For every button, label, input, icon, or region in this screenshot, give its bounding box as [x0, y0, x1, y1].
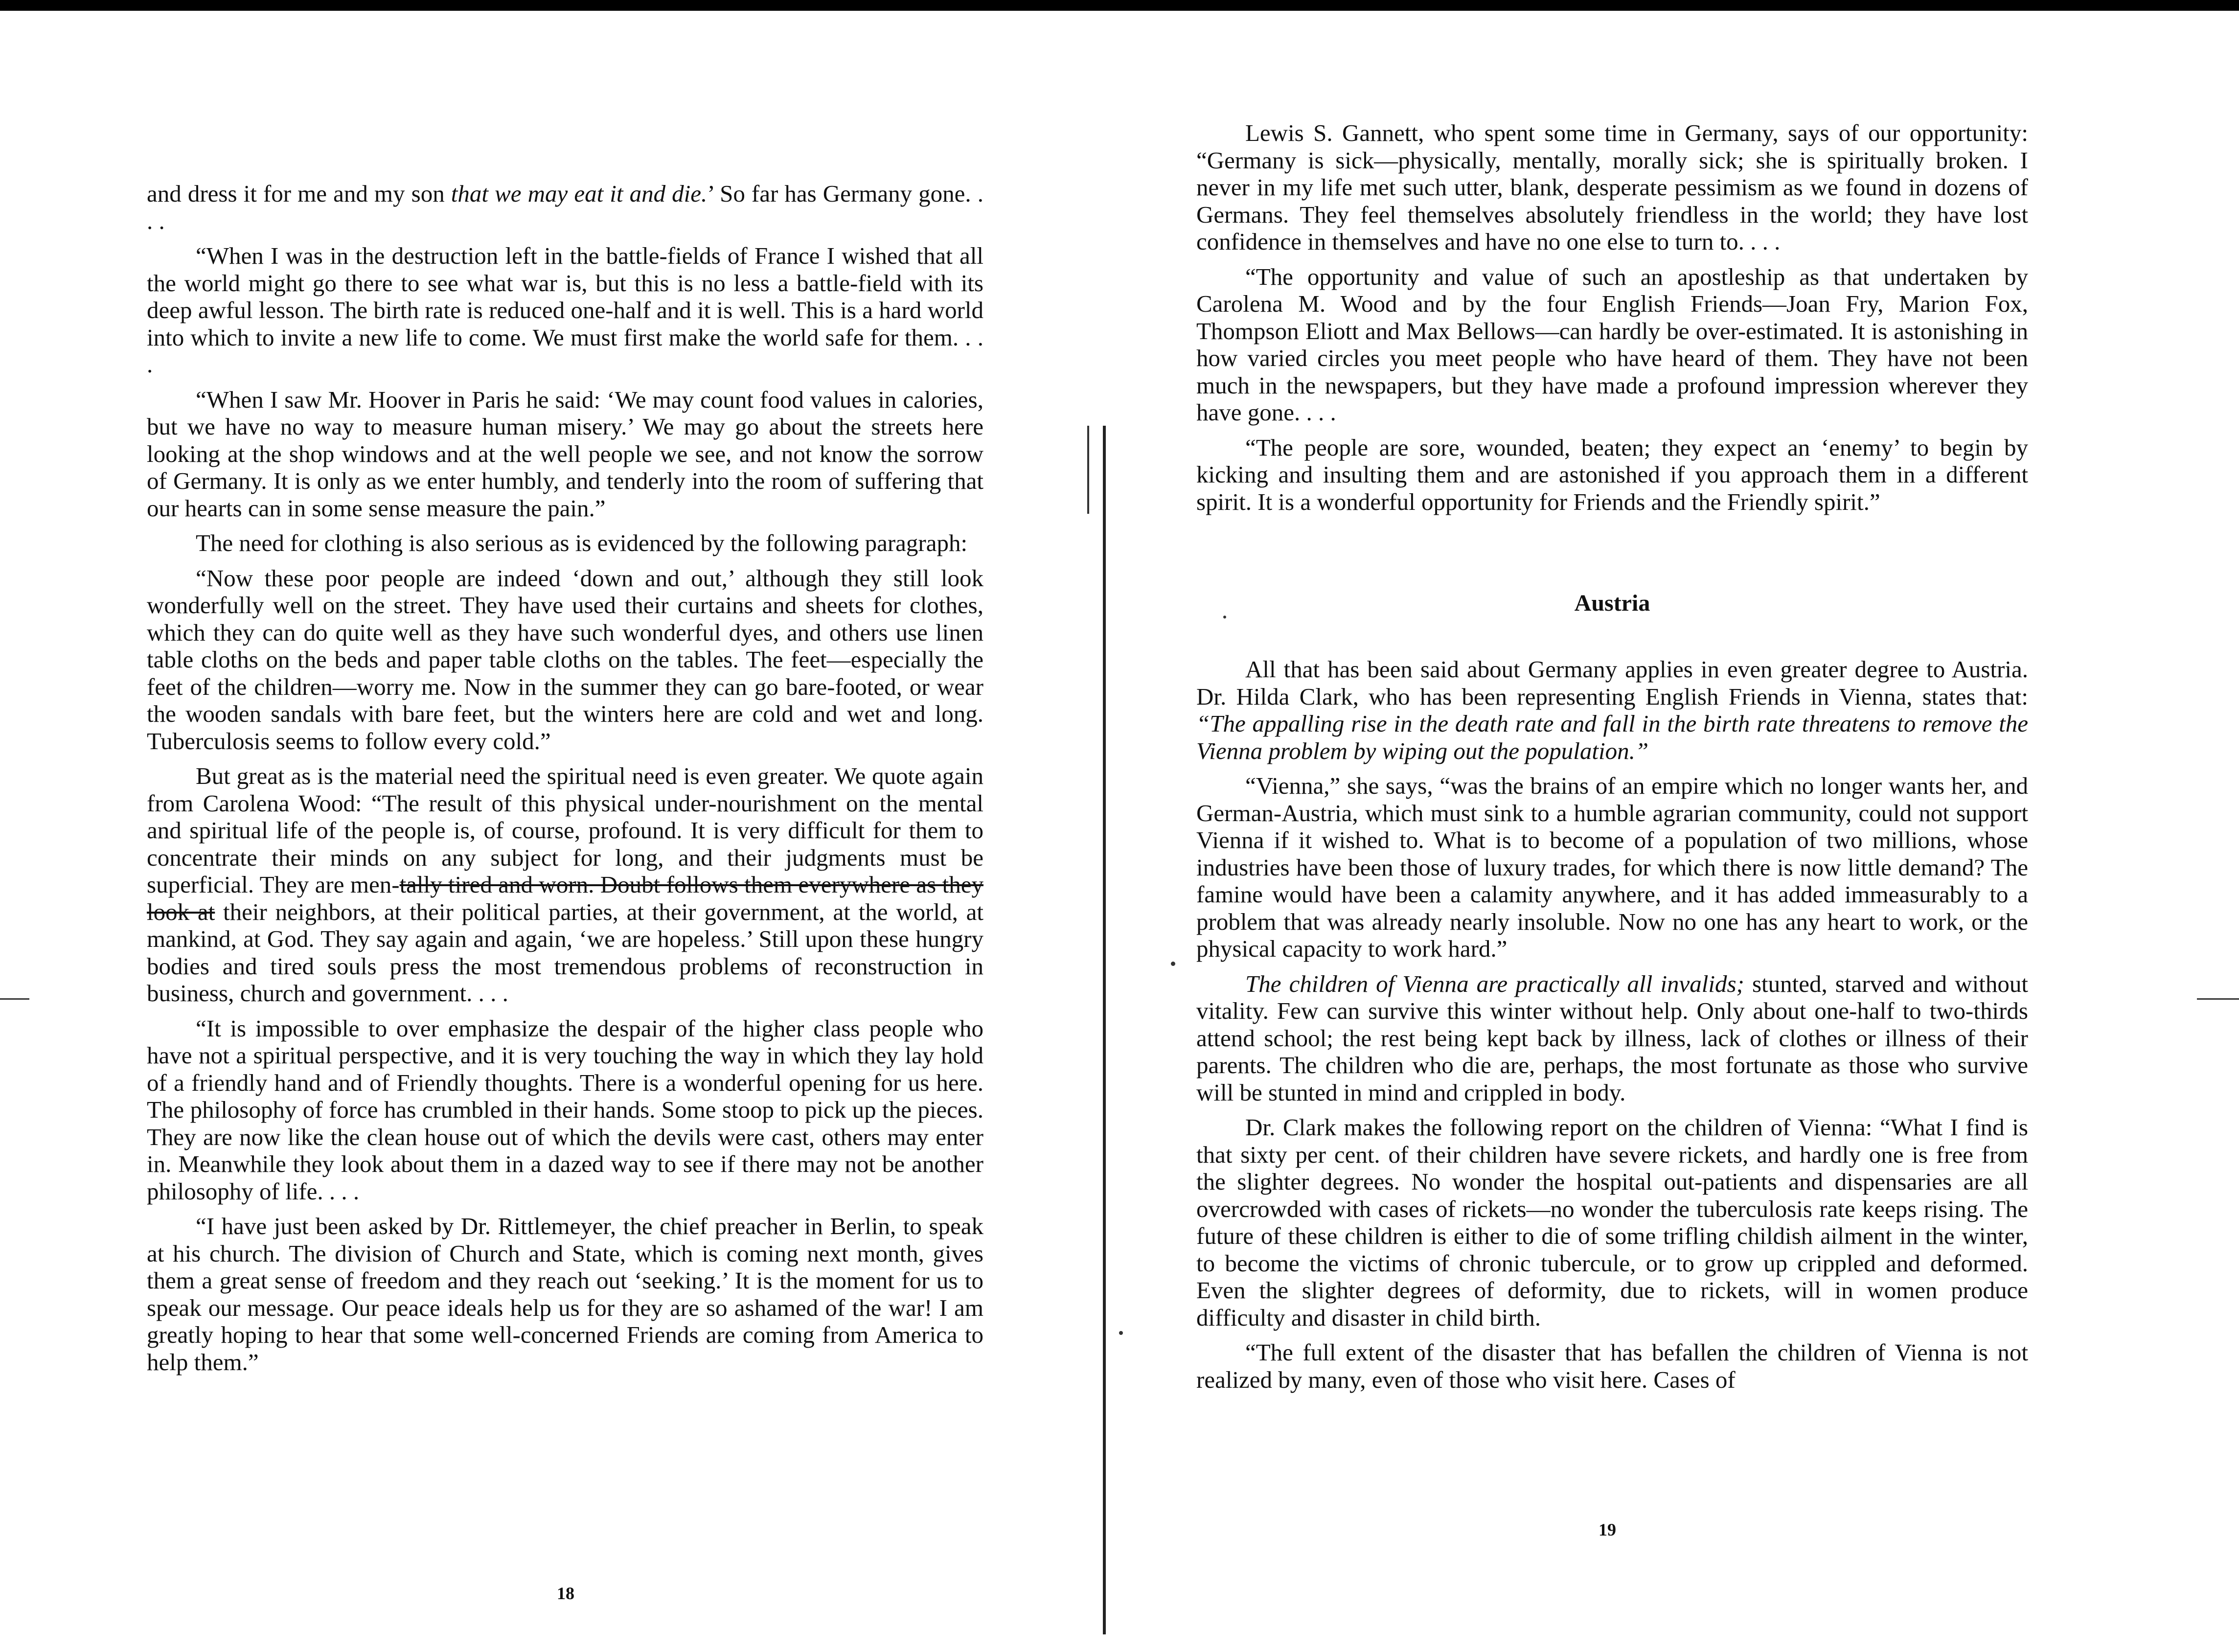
paragraph	[147, 762, 983, 1007]
paragraph: The need for clothing is also serious as is evidenced by the following paragraph:	[196, 529, 968, 556]
text-run: “The appalling rise in the death rate and fall in the birth rate threatens to remove the Vienna problem by wiping out the population.”	[1196, 710, 2028, 764]
paragraph: “When I was in the destruction left in the battle-fields of France I wished that all the world might go there to see what war is, but this is no less a battle-field with its deep awful lesson. The birth rate is reduced one-half and it is well. This is a hard world into which to invite a new life to come. We must first make the world safe for them. . . .	[147, 242, 983, 378]
paragraph: “The opportunity and value of such an apostleship as that undertaken by Carolena M. Wood and by the four English Friends—Joan Fry, Marion Fox, Thompson Eliott and Max Bellows—can hardly be over-estimated. It is astonishing in how varied circles you meet people who have heard of them. They have not been much in the newspapers, but they have made a profound impression wherever they have gone. . . .	[1196, 263, 2028, 426]
paragraph: “The full extent of the disaster that has befallen the children of Vienna is not realized by many, even of those who visit here. Cases of	[1196, 1339, 2028, 1393]
section-heading-austria: Austria	[1574, 590, 1650, 616]
paragraph: “When I saw Mr. Hoover in Paris he said: ‘We may count food values in calories, but we have no way to measure human misery.’ We may go about the streets here looking at the shop windows and at the well people we see, and not know the sorrow of Germany. It is only as we enter humbly, and tenderly into the room of suffering that our hearts can in some sense measure the pain.”	[147, 386, 983, 522]
text-run: ’ So far has Germany gone. . . .	[147, 180, 984, 234]
page-number-left: 18	[557, 1583, 574, 1603]
paragraph: Lewis S. Gannett, who spent some time in Germany, says of our opportunity: “Germany is sick—physically, mentally, morally sick; she is spiritually broken. I never in my life met such utter, blank, desperate pessimism as we found in dozens of Germans. They feel themselves absolutely friendless in the world; they have lost confidence in themselves and have no one else to turn to. . . .	[1196, 119, 2028, 255]
spine-mark	[1087, 426, 1089, 514]
paragraph: “The people are sore, wounded, beaten; they expect an ‘enemy’ to begin by kicking and insulting them and are astonished if you approach them in a different spirit. It is a wonderful opportunity for Friends and the Friendly spirit.”	[1196, 434, 2028, 515]
left-page-text	[147, 180, 983, 1383]
right-page-text-bottom	[1196, 656, 2028, 1401]
speck	[1119, 1331, 1123, 1335]
paragraph: “Vienna,” she says, “was the brains of an empire which no longer wants her, and German-Austria, which must sink to a humble agrarian community, could not support Vienna if it wished to. What is to become of a population of two millions, whose industries have been those of luxury trades, for which there is now little demand? The famine would have been a calamity anywhere, and it has added immeasurably to a problem that was already nearly insoluble. Now no one has any heart to work, or the physical capacity to work hard.”	[1196, 772, 2028, 962]
book-spine	[1103, 426, 1106, 1634]
paragraph: “Now these poor people are indeed ‘down and out,’ although they still look wonderfully well on the street. They have used their curtains and sheets for clothes, which they can do quite well as they have such wonderful dyes, and others use linen table cloths on the beds and paper table cloths on the tables. The feet—especially the feet of the children—worry me. Now in the summer they can go bare-footed, or wear the wooden sandals with bare feet, but the winters here are cold and wet and long. Tuberculosis seems to follow every cold.”	[147, 564, 983, 755]
paragraph: “It is impossible to over emphasize the despair of the higher class people who have not a spiritual perspective, and it is very touching the way in which they lay hold of a friendly hand and of Friendly thoughts. There is a wonderful opening for us here. The philosophy of force has crumbled in their hands. Some stoop to pick up the pieces. They are now like the clean house out of which the devils were cast, others may enter in. Meanwhile they look about them in a dazed way to see if there may not be another philosophy of life. . . .	[147, 1014, 983, 1205]
text-run: stunted, starved and without vitality. Few can survive this winter without help. Only about one-half to two-thirds attend school; the rest being kept back by illness, lack of clothes or illness of their parents. The children who die are, perhaps, the most fortunate as those who survive will be stunted in mind and crippled in body.	[1196, 970, 2028, 1106]
text-run: that we may eat it and die.	[451, 180, 708, 207]
text-run: But great as is the material need the spiritual need is even greater. We quote again from Carolena Wood: “The result of this physical under-nourishment on the mental and spiritual life of the people is, of course, profound. It is very difficult for them to concentrate their minds on any subject for long, and their judgments must be superficial. They are men-	[147, 762, 983, 898]
paragraph: “I have just been asked by Dr. Rittlemeyer, the chief preacher in Berlin, to speak at his church. The division of Church and State, which is coming next month, gives them a great sense of freedom and they reach out ‘seeking.’ It is the moment for us to speak our message. Our peace ideals help us for they are so ashamed of the war! I am greatly hoping to hear that some well-concerned Friends are coming from America to help them.”	[147, 1213, 983, 1376]
right-page-text-top	[1196, 119, 2028, 523]
text-run: their neighbors, at their political parties, at their government, at the world, at mankind, at God. They say again and again, ‘we are hopeless.’ Still upon these hungry bodies and tired souls press the most tremendous problems of reconstruction in business, church and government. . . .	[147, 898, 983, 1007]
scan-top-border	[0, 0, 2239, 11]
paragraph	[1196, 656, 2028, 764]
spine-mark	[2197, 998, 2239, 1000]
text-run: and dress it for me and my son	[147, 180, 451, 207]
paragraph	[1196, 970, 2028, 1106]
text-run: All that has been said about Germany applies in even greater degree to Austria. Dr. Hilda Clark, who has been representing English Friends in Vienna, states that:	[1196, 656, 2028, 710]
page-number-right: 19	[1599, 1520, 1616, 1539]
speck	[1171, 962, 1175, 966]
text-run: The children of Vienna are practically all invalids;	[1245, 970, 1744, 997]
paragraph: Dr. Clark makes the following report on the children of Vienna: “What I find is that sixty per cent. of their children have severe rickets, and hardly one is free from the slighter degrees. No wonder the hospital out-patients and dispensaries are all overcrowded with cases of rickets—no wonder the tuberculosis rate keeps rising. The future of these children is either to die of some trifling childish ailment in the winter, to become the victims of chronic tubercule, or to grow up crippled and deformed. Even the slighter degrees of deformity, due to rickets, will in women produce difficulty and disaster in child birth.	[1196, 1114, 2028, 1331]
text-run: tally tired and worn. Doubt follows them everywhere as they look at	[147, 871, 983, 925]
spine-mark	[0, 998, 29, 1000]
paragraph	[147, 180, 983, 234]
